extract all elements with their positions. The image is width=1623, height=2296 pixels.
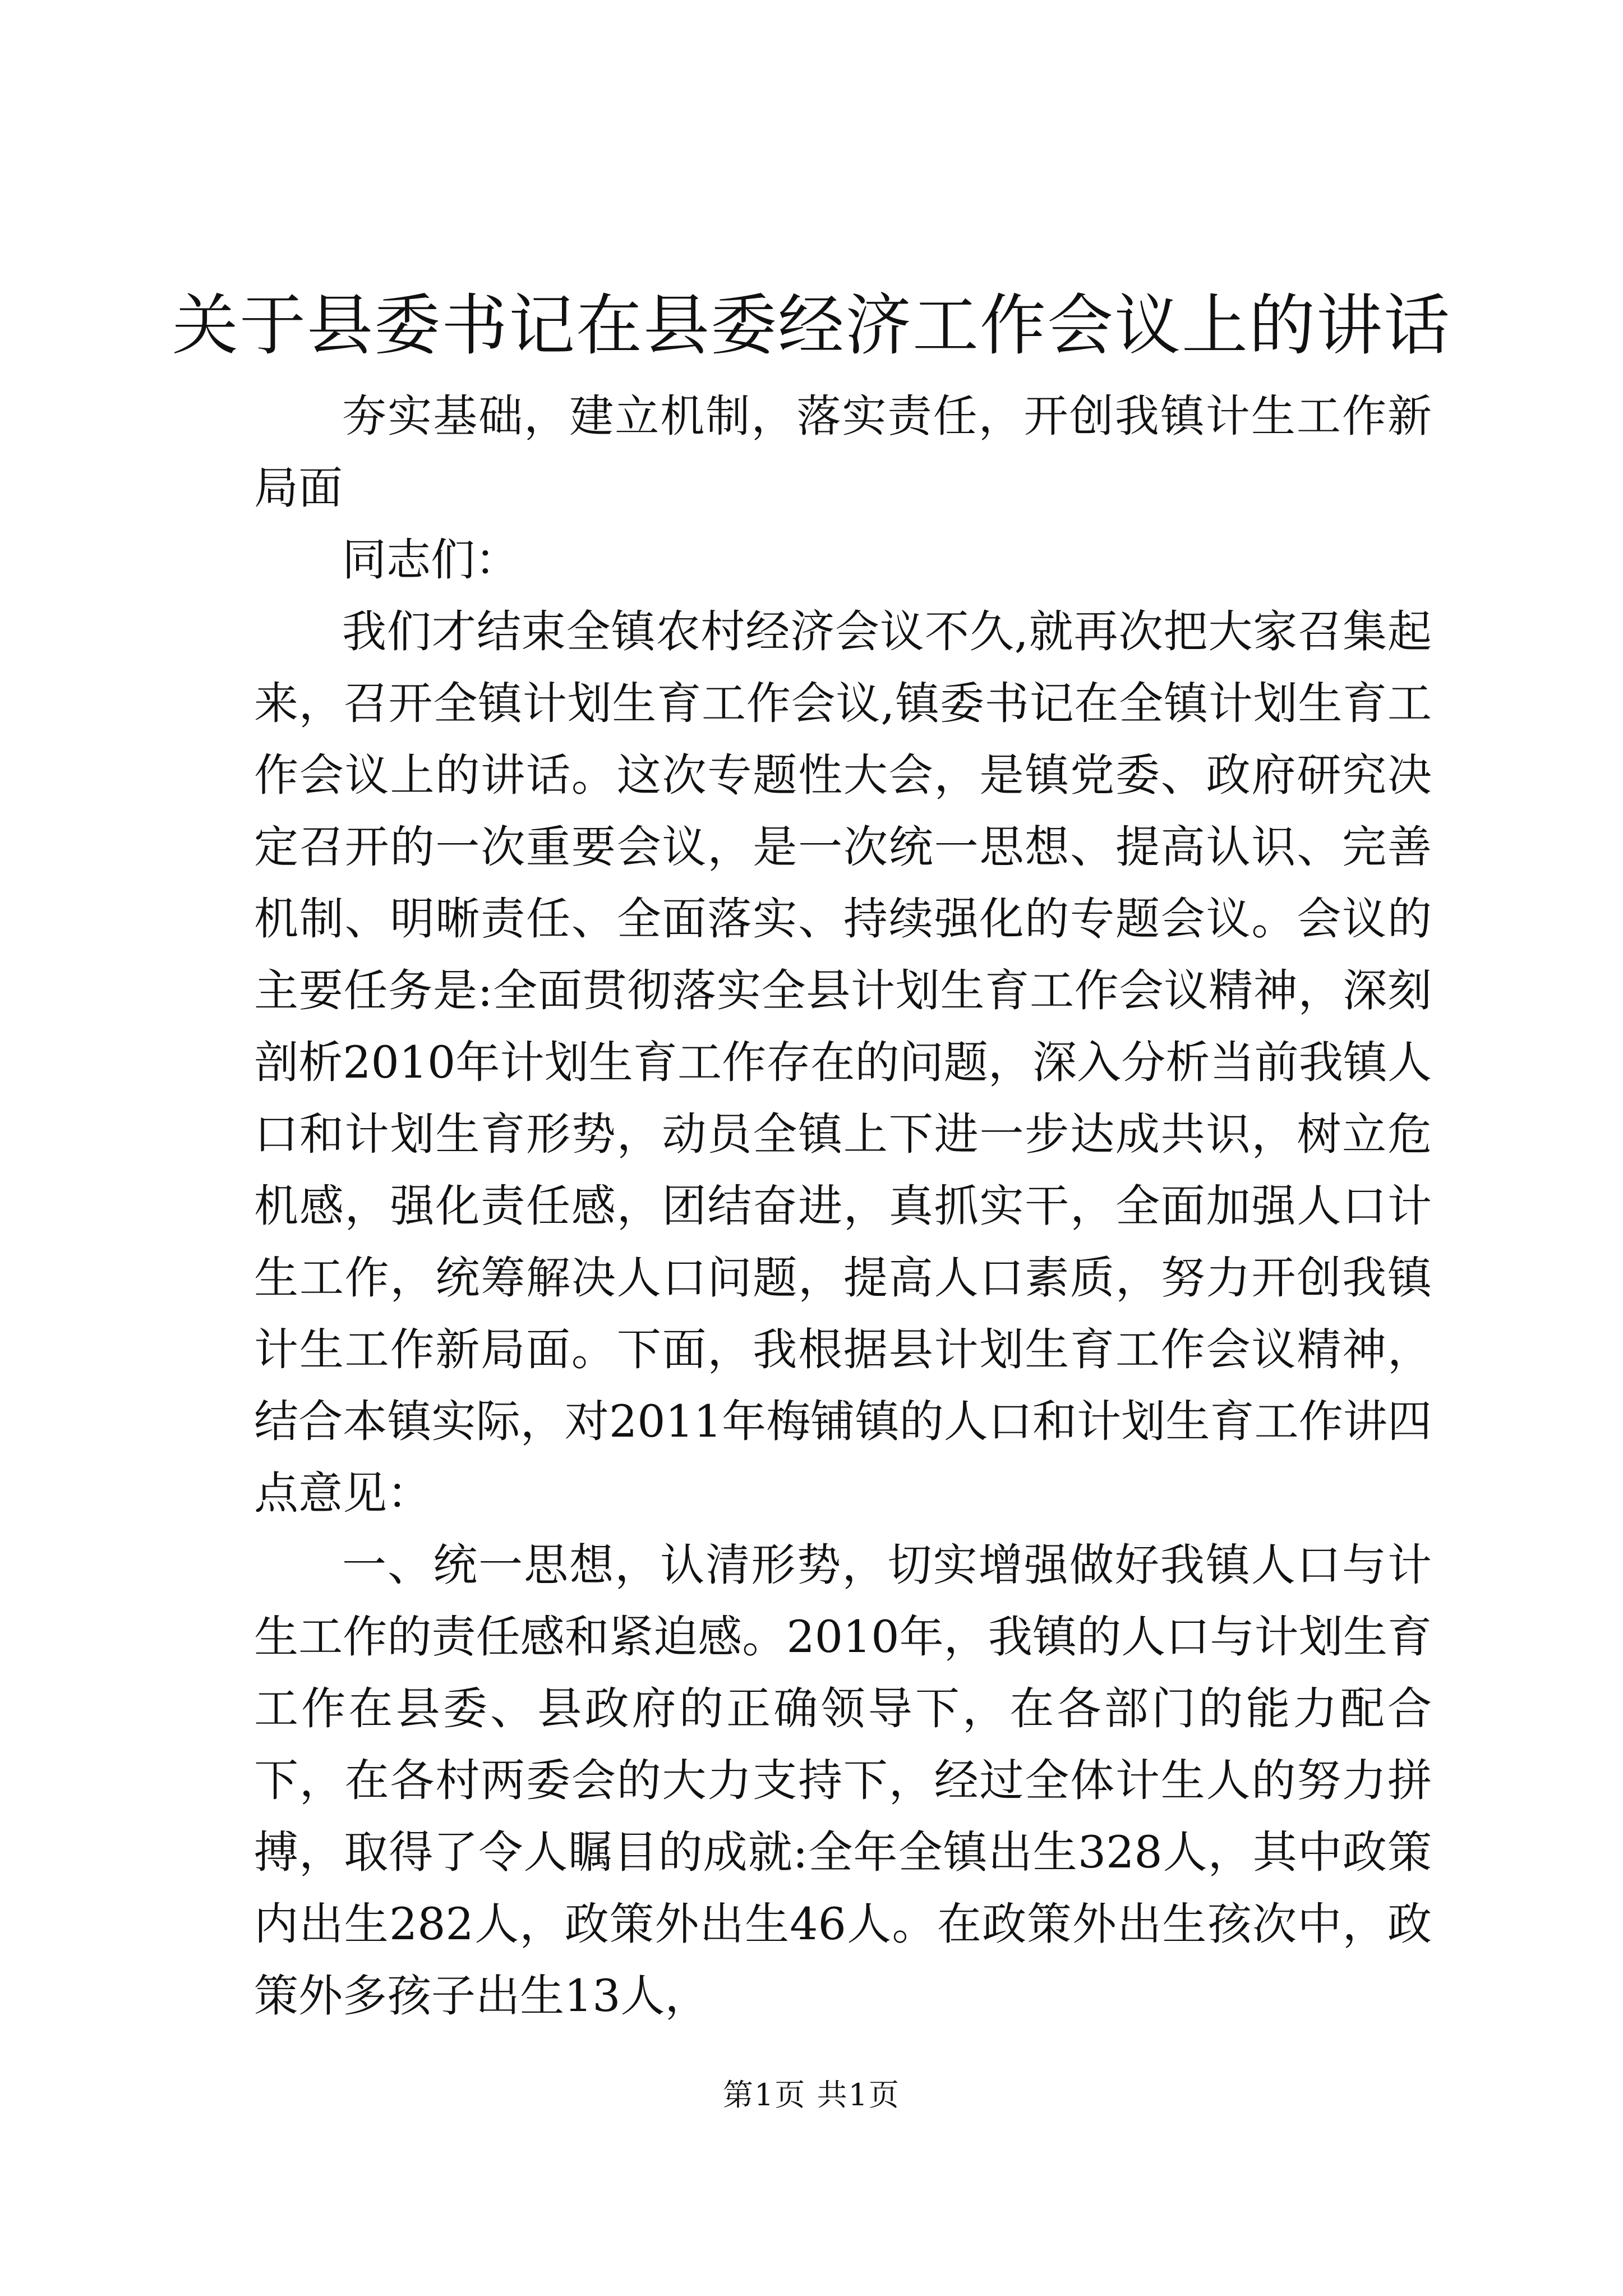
salutation-paragraph: 同志们：	[342, 534, 519, 586]
body-paragraph: 我们才结束全镇农村经济会议不久,就再次把大家召集起来，召开全镇计划生育工作会议,镇委书记在全镇计划生育工作会议上的讲话。这次专题性大会，是镇党委、政府研究决定召开的一次重要会议，是一次统一思想、提高认识、完善机制、明晰责任、全面落实、持续强化的专题会议。会议的主要任务是:全面贯彻落实全县计划生育工作会议精神，深刻剖析2010年计划生育工作存在的问题，深入分析当前我镇人口和计划生育形势，动员全镇上下进一步达成共识，树立危机感，强化责任感，团结奋进，真抓实干，全面加强人口计生工作，统筹解决人口问题，提高人口素质，努力开创我镇计生工作新局面。下面，我根据县计划生育工作会议精神，结合本镇实际，对2011年梅铺镇的人口和计划生育工作讲四点意见：	[254, 606, 1432, 1519]
document-body	[254, 380, 1432, 2032]
page-footer: 第1页 共1页	[723, 2077, 900, 2113]
subtitle-paragraph: 夯实基础，建立机制，落实责任，开创我镇计生工作新局面	[254, 390, 1432, 514]
body-paragraph: 一、统一思想，认清形势，切实增强做好我镇人口与计生工作的责任感和紧迫感。2010年，我镇的人口与计划生育工作在县委、县政府的正确领导下，在各部门的能力配合下，在各村两委会的大力支持下，经过全体计生人的努力拼搏，取得了令人瞩目的成就:全年全镇出生328人，其中政策内出生282人，政策外出生46人。在政策外出生孩次中，政策外多孩子出生13人，	[254, 1539, 1432, 2022]
document-title: 关于县委书记在县委经济工作会议上的讲话	[172, 287, 1451, 364]
